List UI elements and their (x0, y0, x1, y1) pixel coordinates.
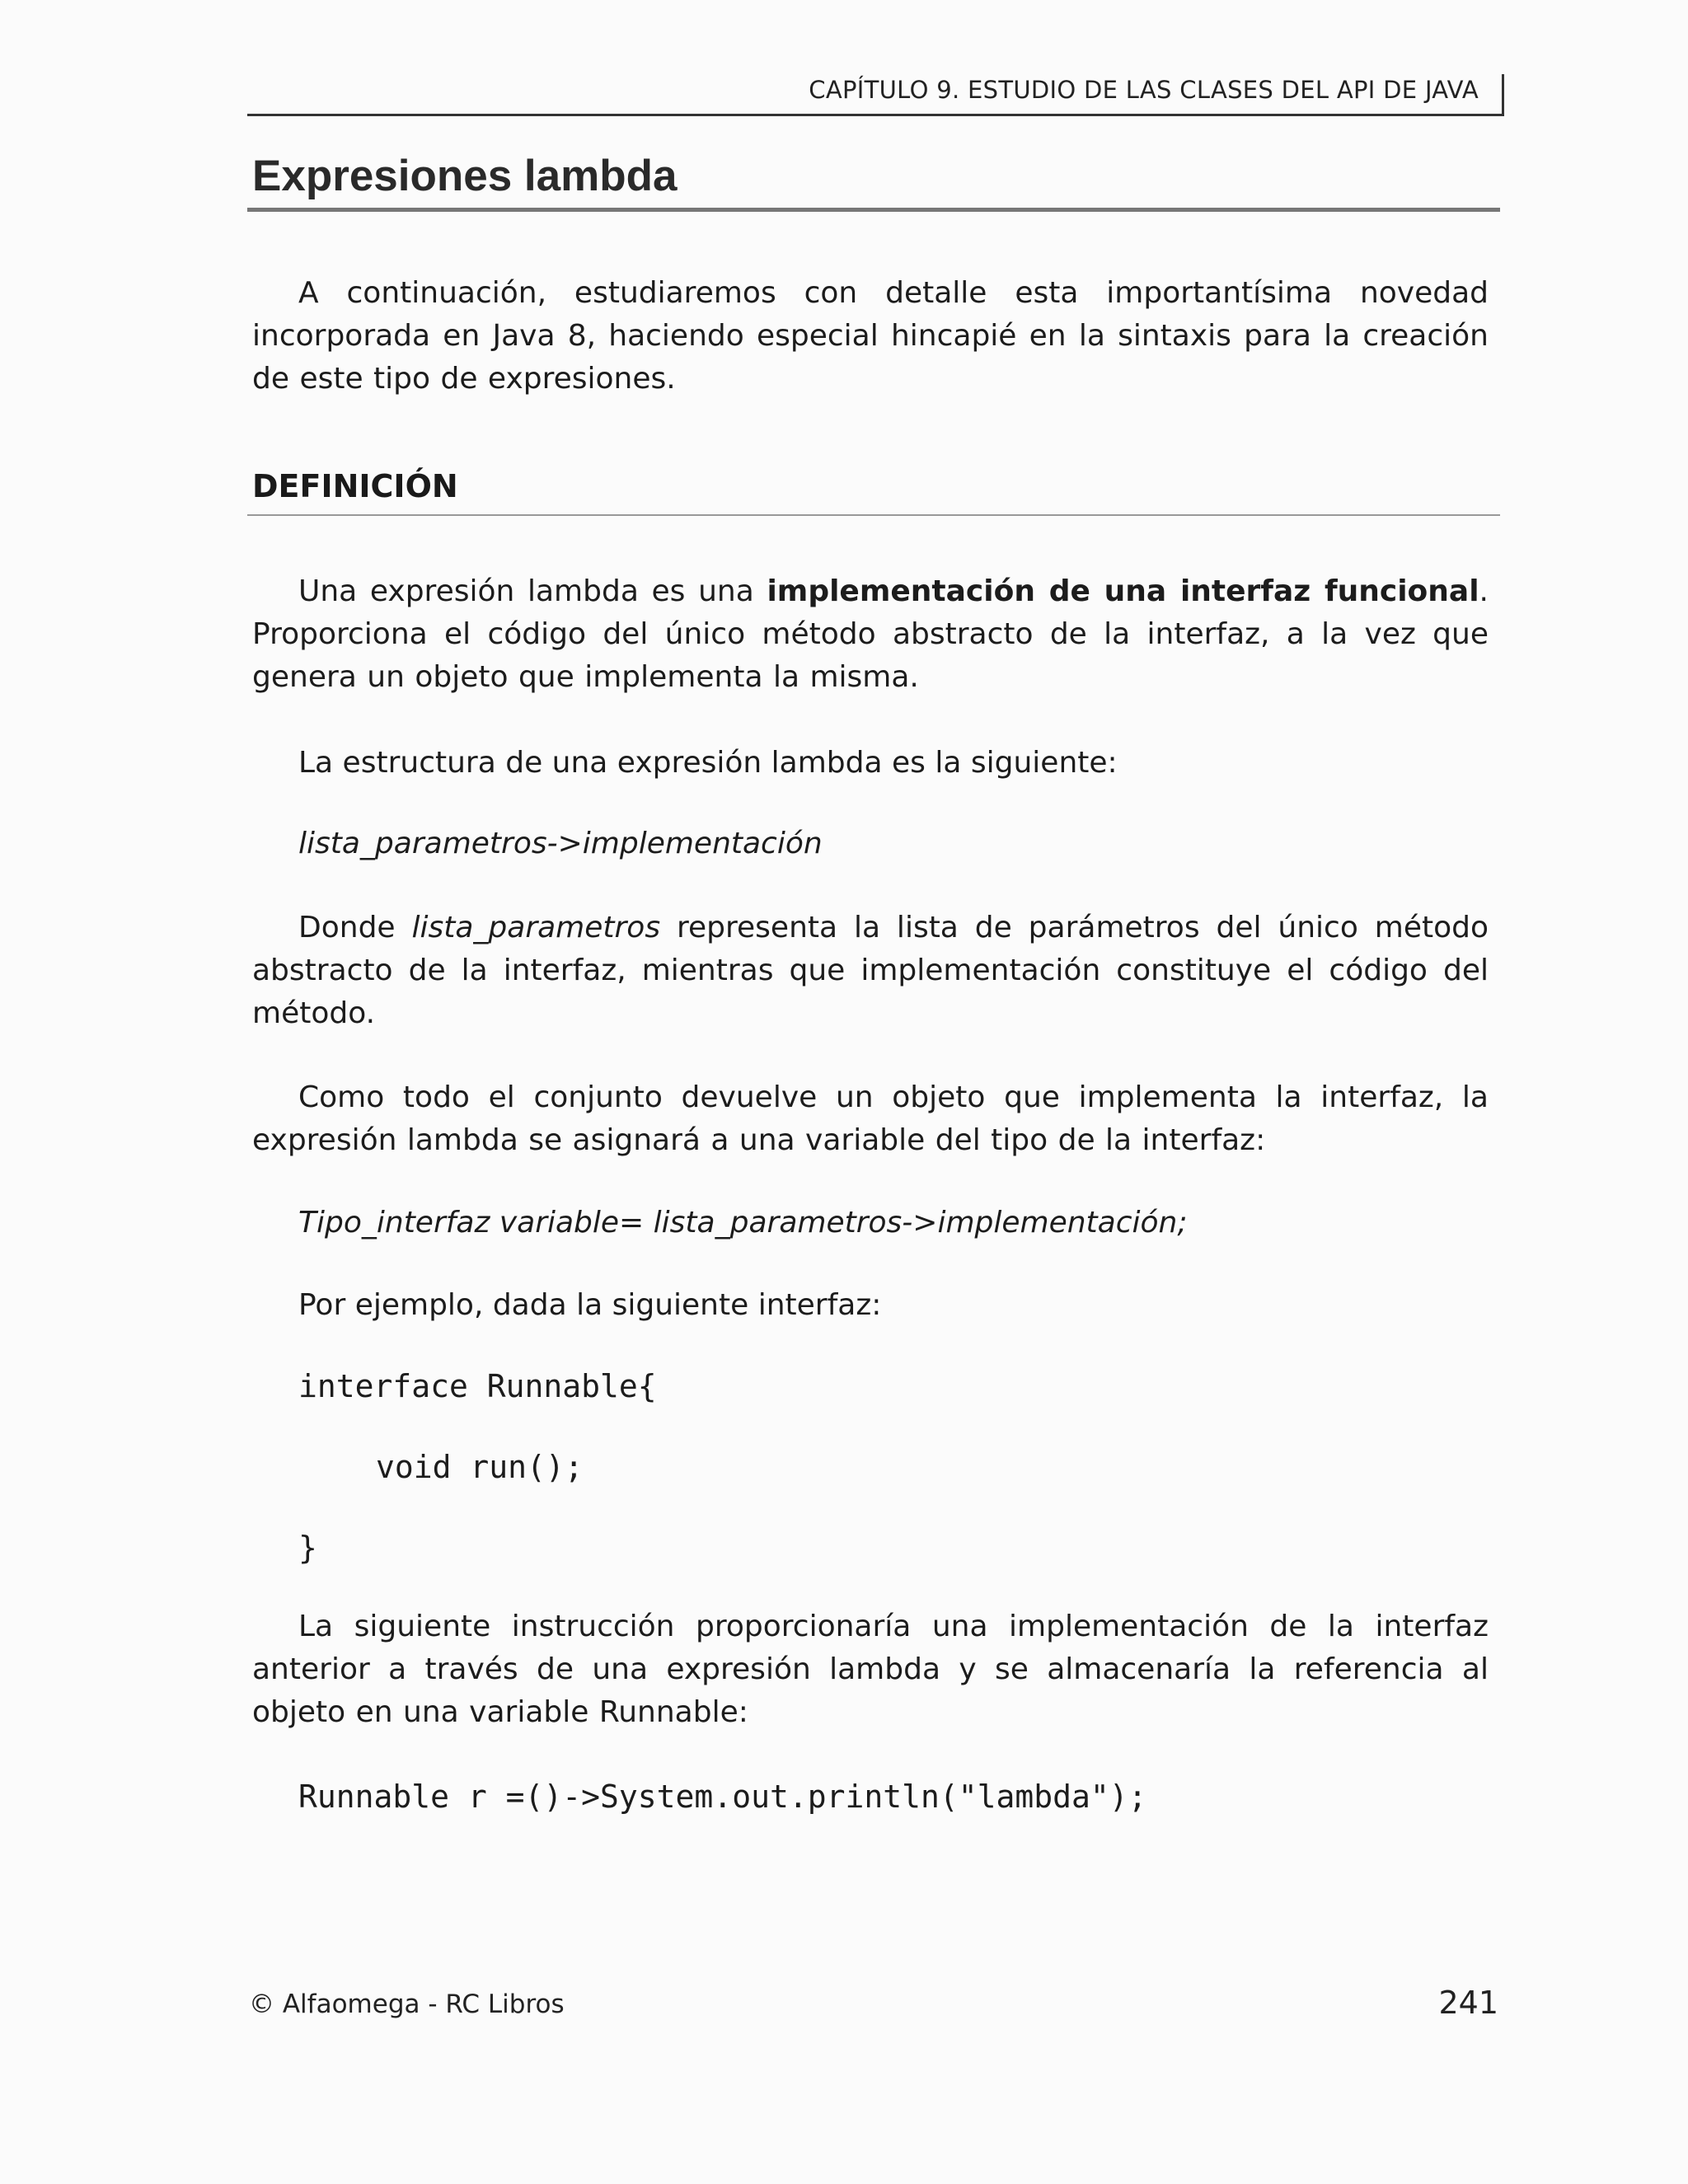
donde-term: lista_parametros (411, 911, 661, 944)
code-interface-line-3: } (298, 1530, 317, 1566)
code-interface-line-1: interface Runnable{ (298, 1368, 657, 1404)
intro-paragraph: A continuación, estudiaremos con detalle esta importantísima novedad incorporada en Java 8, haciendo especial hincapié en la sintaxis para la creación de este tipo de expresiones. (252, 276, 1489, 396)
definition-paragraph (252, 570, 1489, 699)
page-title: Expresiones lambda (252, 152, 678, 200)
definition-text-end: . Proporciona el código del único método abstracto de la interfaz, a la vez que genera un objeto que implementa la misma. (252, 574, 1489, 694)
code-interface-line-2: void run(); (376, 1449, 584, 1485)
donde-paragraph (252, 907, 1489, 1035)
section-heading (247, 463, 1500, 516)
copyright-footer: © Alfaomega - RC Libros (249, 1990, 565, 2019)
syntax-line-1: lista_parametros->implementación (298, 827, 823, 860)
example-intro: Por ejemplo, dada la siguiente interfaz: (298, 1288, 882, 1322)
donde-text-end: representa la lista de parámetros del único método abstracto de la interfaz, mientras que implementación constituye el código del método. (252, 911, 1489, 1030)
donde-text-start: Donde (298, 911, 412, 944)
structure-intro: La estructura de una expresión lambda es la siguiente: (298, 746, 1118, 780)
page-number: 241 (1438, 1985, 1498, 2021)
chapter-title: CAPÍTULO 9. ESTUDIO DE LAS CLASES DEL API DE JAVA (809, 76, 1479, 104)
como-paragraph: Como todo el conjunto devuelve un objeto que implementa la interfaz, la expresión lambda se asignará a una variable del tipo de la interfaz: (252, 1080, 1489, 1157)
following-paragraph: La siguiente instrucción proporcionaría una implementación de la interfaz anterior a través de una expresión lambda y se almacenaría la referencia al objeto en una variable Runnable: (252, 1610, 1489, 1729)
definition-emphasis: implementación de una interfaz funcional (767, 574, 1479, 608)
section-title: DEFINICIÓN (252, 468, 458, 504)
code-runnable-line: Runnable r =()->System.out.println("lambda"); (298, 1779, 1147, 1815)
definition-text-start: Una expresión lambda es una (298, 574, 767, 608)
main-heading (247, 150, 1500, 212)
syntax-line-2: Tipo_interfaz variable= lista_parametros->implementación; (298, 1206, 1188, 1240)
running-header (247, 74, 1504, 116)
